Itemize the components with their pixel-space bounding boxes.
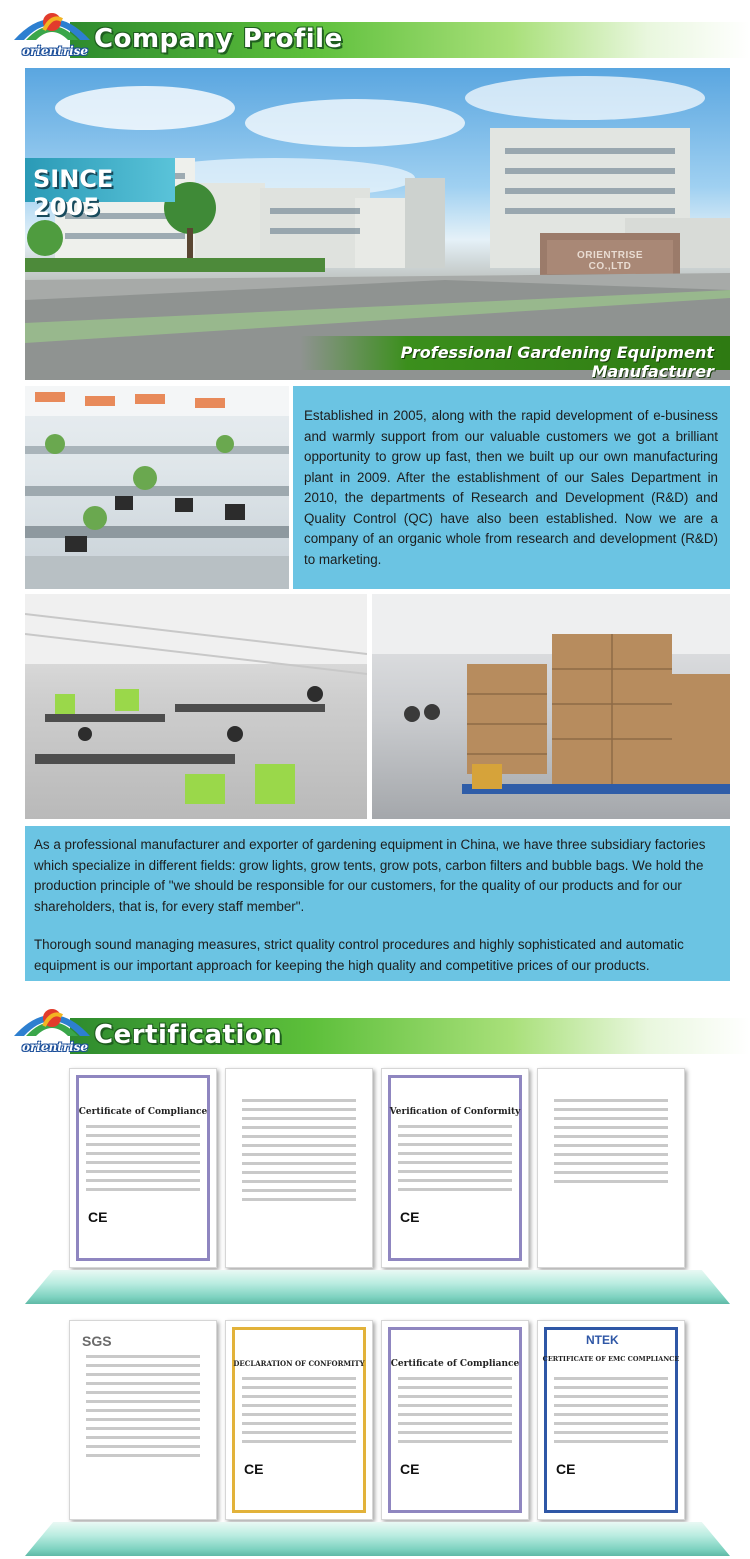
glass-shelf xyxy=(25,1522,730,1556)
header-bar xyxy=(70,1018,750,1054)
about-paragraph-1: As a professional manufacturer and exporter of gardening equipment in China, we have three subsidiary factories which specialize in different fields: grow lights, grow tents, grow pots, carbon filters and bubble bags. We hold the production principle of "we should be responsible for our customers, for the quality of our products and for our shareholders, that is, for every staff member". xyxy=(34,837,706,914)
certificate-title: Certificate of Compliance xyxy=(390,1359,520,1369)
workshop-illustration xyxy=(25,594,367,819)
intro-text-panel xyxy=(293,386,730,589)
certificate-shelf-1 xyxy=(25,1060,725,1310)
building-photo xyxy=(25,68,730,380)
certificate-card[interactable] xyxy=(69,1068,217,1268)
glass-shelf xyxy=(25,1270,730,1304)
about-text-panel xyxy=(25,826,730,981)
logo-mark-icon xyxy=(4,996,100,1046)
office-photo xyxy=(25,386,289,589)
section-title: Company Profile xyxy=(94,24,343,54)
building-sign-text: ORIENTRISE CO.,LTD xyxy=(576,250,644,272)
ce-mark: CE xyxy=(400,1461,420,1477)
company-profile-header xyxy=(0,0,750,62)
certificate-card[interactable] xyxy=(225,1320,373,1520)
ce-mark: CE xyxy=(244,1461,264,1477)
ce-mark: CE xyxy=(88,1209,108,1225)
hero-tagline: Professional Gardening Equipment Manufacturer xyxy=(300,336,730,370)
logo-text: orientrise xyxy=(21,1040,89,1054)
header-bar xyxy=(70,22,750,58)
logo-mark-icon xyxy=(4,0,100,50)
certificate-issuer: NTEK xyxy=(586,1333,619,1347)
certificate-card[interactable] xyxy=(537,1068,685,1268)
certificate-title: Verification of Conformity xyxy=(389,1107,521,1117)
certificate-card[interactable] xyxy=(381,1320,529,1520)
certificate-title: DECLARATION OF CONFORMITY xyxy=(233,1359,365,1368)
intro-text: Established in 2005, along with the rapid development of e-business and warmly support from our valuable customers we got a brilliant opportunity to grow up fast, then we built up our own manufacturing plant in 2009. After the establishment of our Sales Department in 2010, the departments of Research and Development (R&D) and Quality Control (QC) have also been established. Now we are a company of an organic whole from research and development (R&D) to marketing. xyxy=(304,408,718,567)
certificate-shelf-2 xyxy=(25,1312,725,1559)
section-title: Certification xyxy=(94,1020,283,1050)
company-logo xyxy=(4,996,100,1058)
logo-text: orientrise xyxy=(21,44,89,58)
building-illustration xyxy=(25,68,730,380)
certificate-title: CERTIFICATE OF EMC COMPLIANCE xyxy=(542,1355,680,1363)
certificate-card[interactable] xyxy=(381,1068,529,1268)
ce-mark: CE xyxy=(556,1461,576,1477)
warehouse-illustration xyxy=(372,594,730,819)
certificate-card[interactable] xyxy=(225,1068,373,1268)
sewing-workshop-photo xyxy=(25,594,367,819)
company-logo xyxy=(4,0,100,62)
certificate-card[interactable] xyxy=(537,1320,685,1520)
office-illustration xyxy=(25,386,289,589)
since-badge: SINCE 2005 xyxy=(25,158,175,202)
certificate-issuer: SGS xyxy=(82,1333,112,1349)
ce-mark: CE xyxy=(400,1209,420,1225)
certificate-card[interactable] xyxy=(69,1320,217,1520)
certification-header xyxy=(0,996,750,1058)
certificate-title: Certificate of Compliance xyxy=(78,1107,208,1117)
about-paragraph-2: Thorough sound managing measures, strict quality control procedures and highly sophisticated and automatic equipment is our important approach for keeping the high quality and competitive prices of our products. xyxy=(34,937,684,973)
warehouse-photo xyxy=(372,594,730,819)
